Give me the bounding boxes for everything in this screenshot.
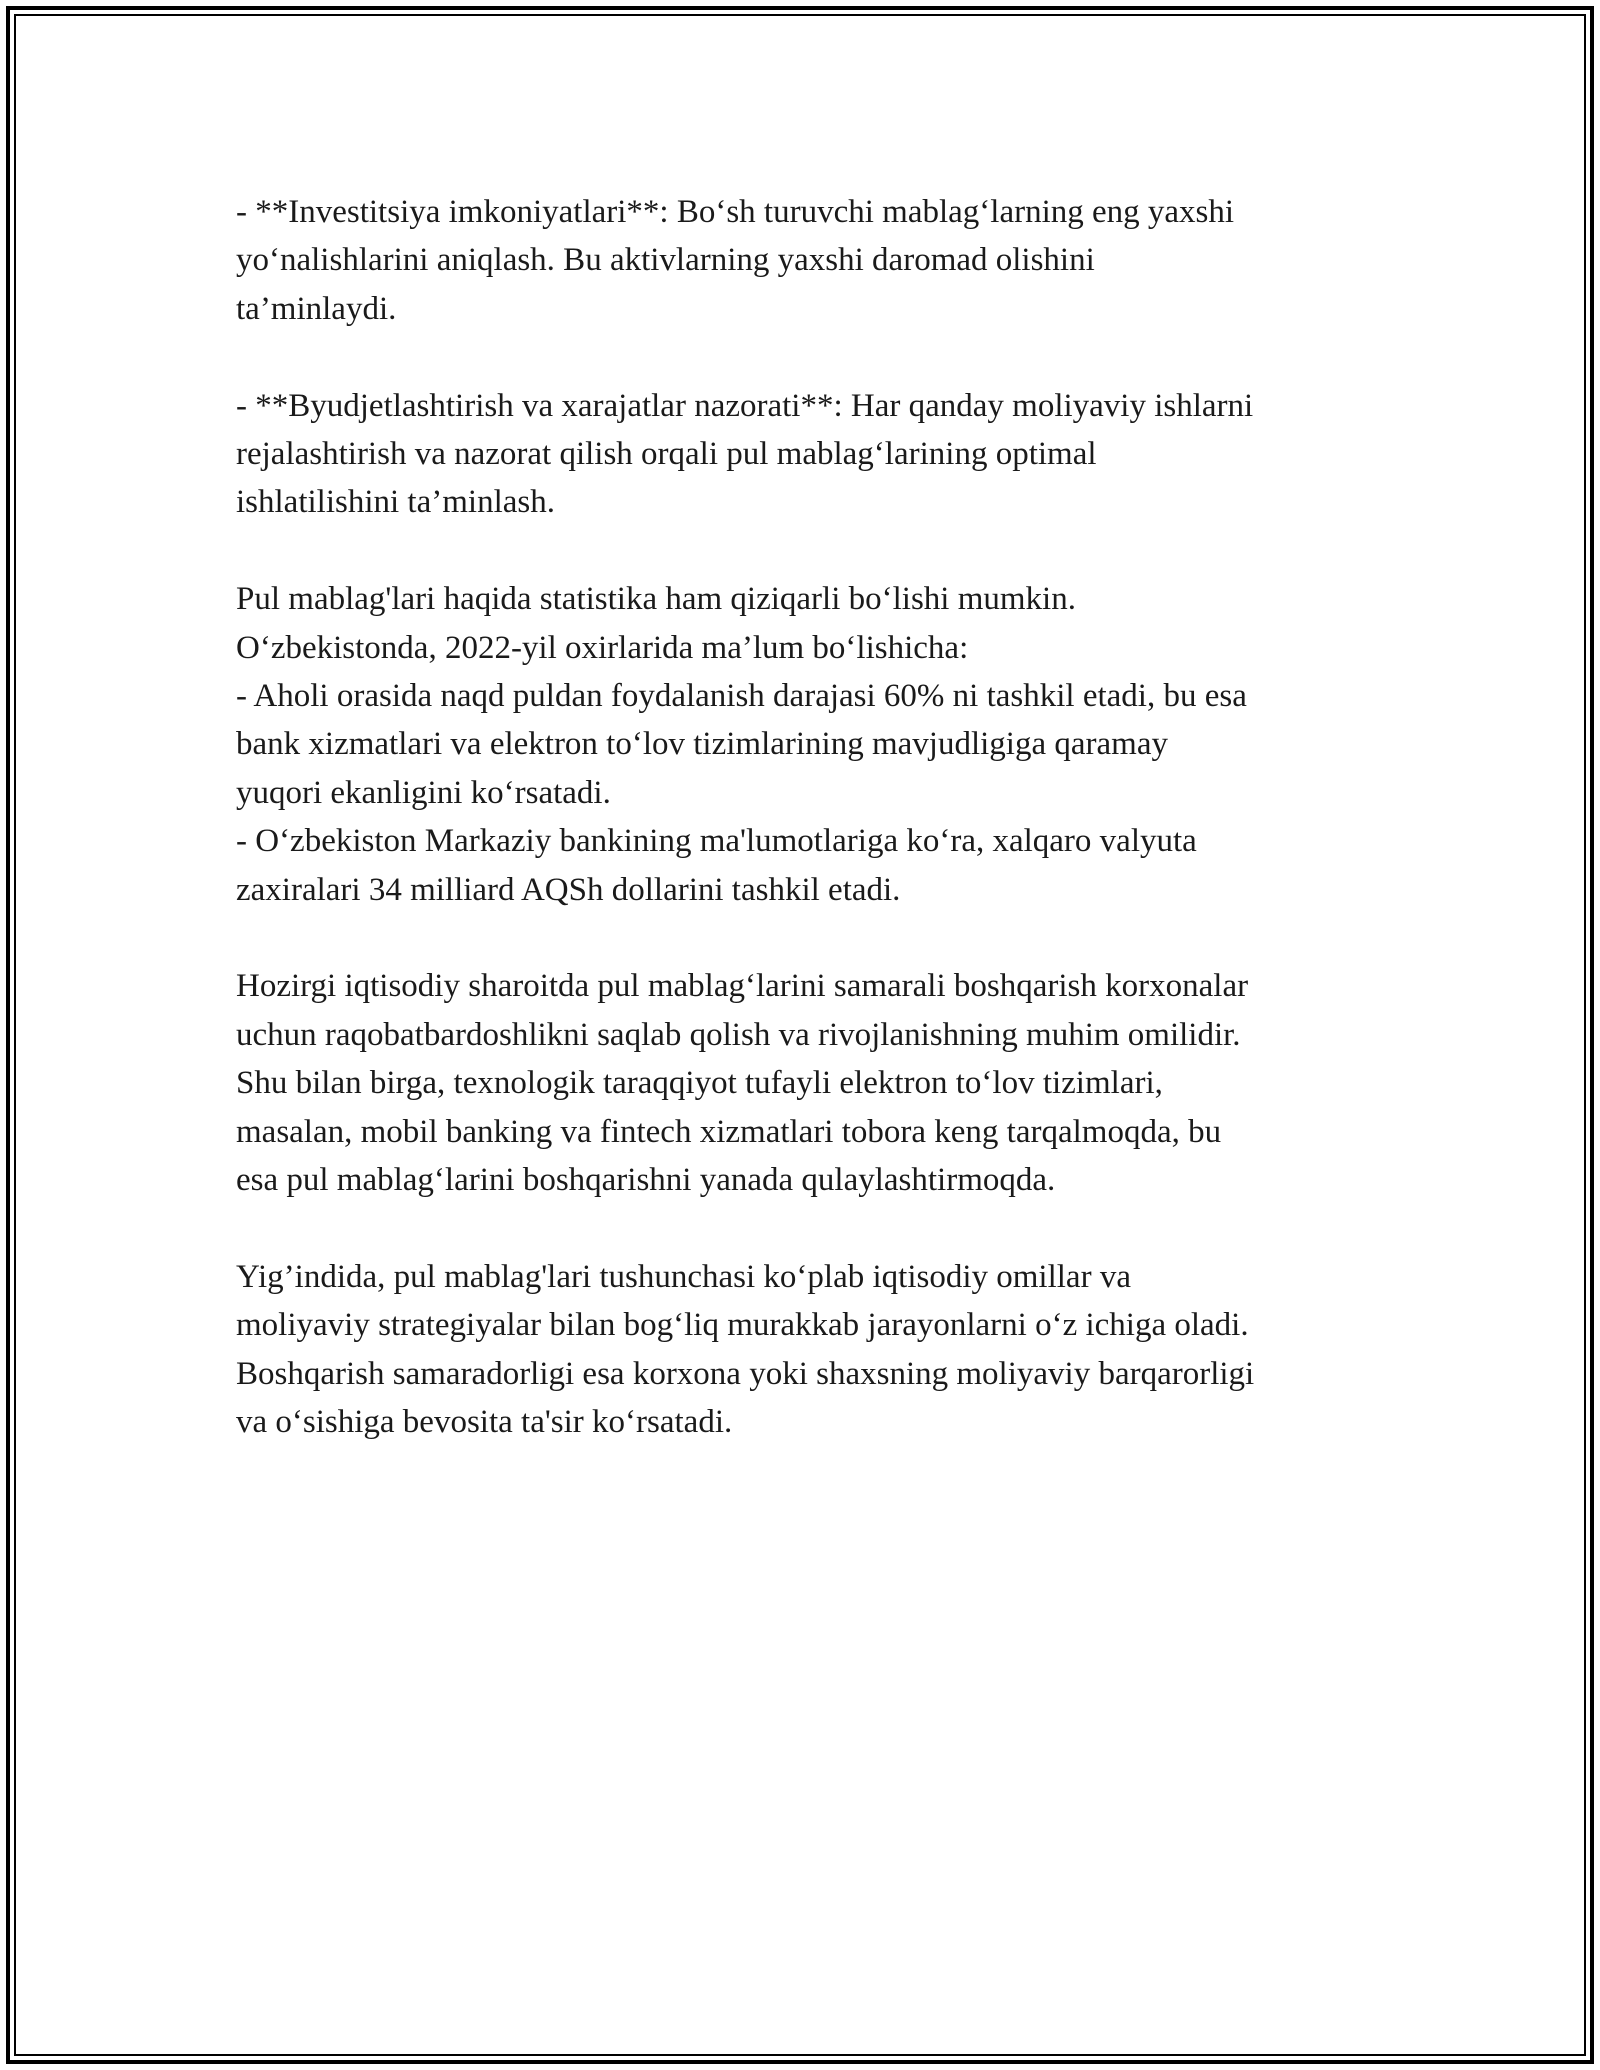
text-line: moliyaviy strategiyalar bilan bog‘liq murakkab jarayonlarni o‘z ichiga oladi. — [236, 1307, 1249, 1344]
paragraph-budgeting-cost-control — [236, 382, 1386, 527]
text-line: Boshqarish samaradorligi esa korxona yoki shaxsning moliyaviy barqarorligi — [236, 1355, 1255, 1392]
text-line: rejalashtirish va nazorat qilish orqali pul mablag‘larining optimal — [236, 436, 1097, 473]
document-body — [236, 188, 1386, 1495]
text-line: zaxiralari 34 milliard AQSh dollarini tashkil etadi. — [236, 871, 901, 908]
text-line: yo‘nalishlarini aniqlash. Bu aktivlarning yaxshi daromad olishini — [236, 242, 1095, 279]
paragraph-conclusion — [236, 1253, 1386, 1447]
text-line: Hozirgi iqtisodiy sharoitda pul mablag‘larini samarali boshqarish korxonalar — [236, 968, 1249, 1005]
paragraph-statistics — [236, 575, 1386, 914]
text-line: ta’minlaydi. — [236, 290, 397, 327]
text-line: va o‘sishiga bevosita ta'sir ko‘rsatadi. — [236, 1404, 733, 1441]
paragraph-investment-opportunities — [236, 188, 1386, 333]
text-line: esa pul mablag‘larini boshqarishni yanada qulaylashtirmoqda. — [236, 1162, 1056, 1199]
text-line: - O‘zbekiston Markaziy bankining ma'lumotlariga ko‘ra, xalqaro valyuta — [236, 823, 1197, 860]
text-line: yuqori ekanligini ko‘rsatadi. — [236, 774, 611, 811]
text-line: masalan, mobil banking va fintech xizmatlari tobora keng tarqalmoqda, bu — [236, 1113, 1222, 1150]
text-line: O‘zbekistonda, 2022-yil oxirlarida ma’lum bo‘lishicha: — [236, 629, 969, 666]
text-line: - Aholi orasida naqd puldan foydalanish darajasi 60% ni tashkil etadi, bu esa — [236, 678, 1247, 715]
text-line: - **Investitsiya imkoniyatlari**: Bo‘sh turuvchi mablag‘larning eng yaxshi — [236, 194, 1235, 230]
text-line: Shu bilan birga, texnologik taraqqiyot tufayli elektron to‘lov tizimlari, — [236, 1065, 1163, 1102]
text-line: Pul mablag'lari haqida statistika ham qiziqarli bo‘lishi mumkin. — [236, 581, 1076, 618]
text-line: bank xizmatlari va elektron to‘lov tizimlarining mavjudligiga qaramay — [236, 726, 1168, 763]
text-line: Yig’indida, pul mablag'lari tushunchasi ko‘plab iqtisodiy omillar va — [236, 1258, 1131, 1295]
text-line: uchun raqobatbardoshlikni saqlab qolish va rivojlanishning muhim omilidir. — [236, 1016, 1241, 1053]
paragraph-current-economy — [236, 962, 1386, 1204]
text-line: - **Byudjetlashtirish va xarajatlar nazorati**: Har qanday moliyaviy ishlarni — [236, 387, 1254, 424]
text-line: ishlatilishini ta’minlash. — [236, 484, 555, 521]
